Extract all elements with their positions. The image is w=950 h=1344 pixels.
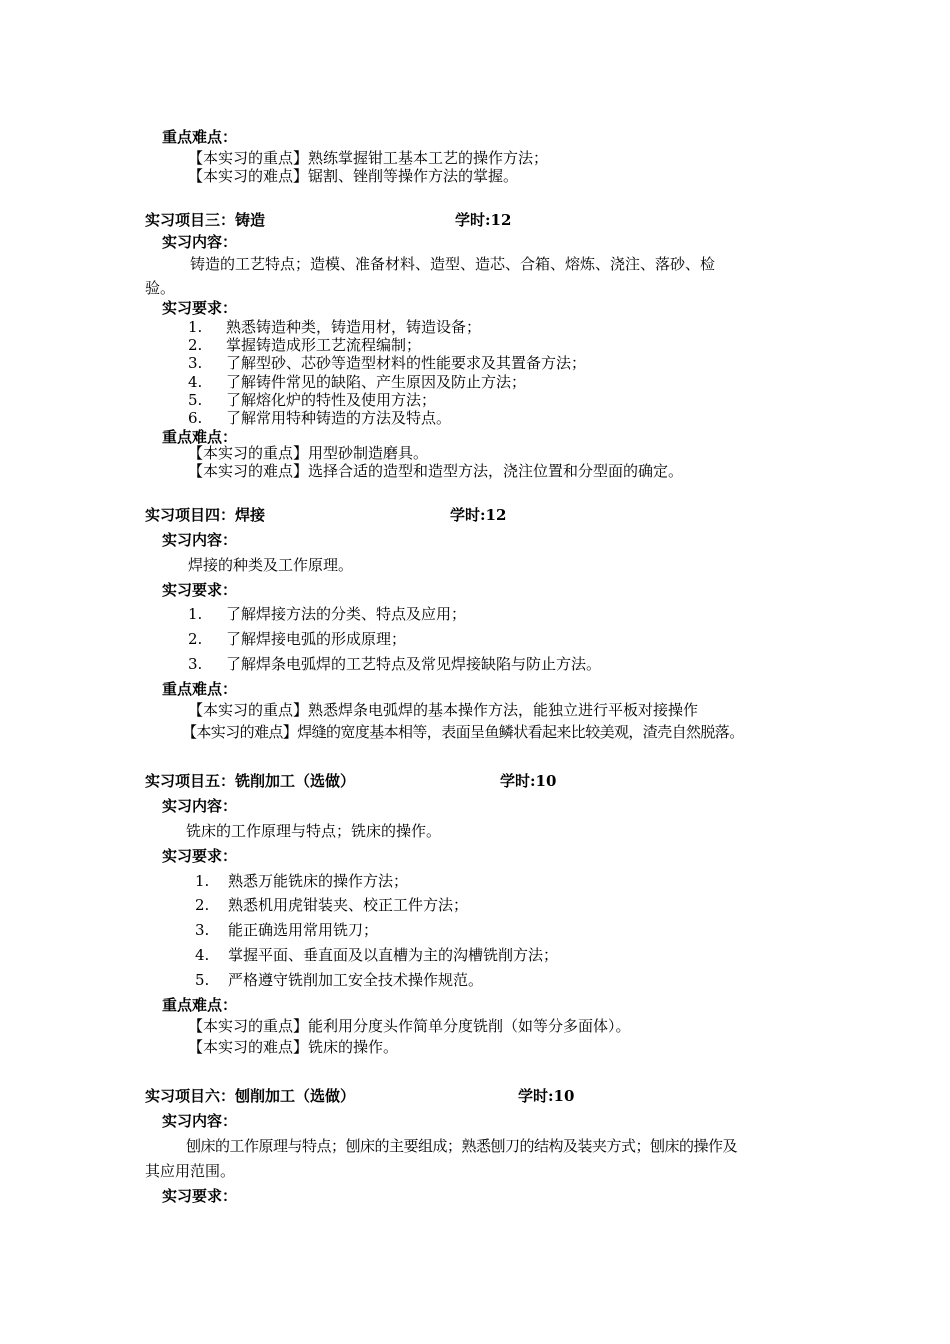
list-item: 4. 掌握平面、垂直面及以直槽为主的沟槽铣削方法；: [195, 946, 559, 964]
difficulty-heading: 重点难点：: [162, 428, 238, 446]
section-title: 实习项目四：焊接: [145, 506, 266, 524]
section-hours: 学时:12: [450, 506, 507, 524]
section-title: 实习项目三：铸造: [145, 211, 266, 229]
content-heading: 实习内容：: [162, 233, 238, 251]
section-title: 实习项目六：刨削加工（选做）: [145, 1087, 356, 1105]
key-point: 【本实习的重点】熟练掌握钳工基本工艺的操作方法；: [188, 149, 549, 167]
content-text: 焊接的种类及工作原理。: [188, 556, 354, 574]
difficulty-heading: 重点难点：: [162, 128, 238, 146]
requirements-heading: 实习要求：: [162, 299, 238, 317]
difficulty-point: 【本实习的难点】锯割、锉削等操作方法的掌握。: [188, 167, 519, 185]
key-point: 【本实习的重点】能利用分度头作简单分度铣削（如等分多面体）。: [188, 1017, 631, 1035]
section-title: 实习项目五：铣削加工（选做）: [145, 772, 356, 790]
requirements-heading: 实习要求：: [162, 1187, 238, 1205]
list-item: 1. 熟悉万能铣床的操作方法；: [195, 872, 409, 890]
section-hours: 学时:10: [518, 1087, 575, 1105]
section-hours: 学时:10: [500, 772, 557, 790]
list-item: 5. 了解熔化炉的特性及使用方法；: [188, 391, 437, 409]
list-item: 2. 熟悉机用虎钳装夹、校正工件方法；: [195, 896, 469, 914]
content-text-cont: 其应用范围。: [145, 1162, 236, 1180]
difficulty-heading: 重点难点：: [162, 996, 238, 1014]
list-item: 3. 能正确选用常用铣刀；: [195, 921, 379, 939]
section-hours: 学时:12: [455, 211, 512, 229]
key-point: 【本实习的重点】用型砂制造磨具。: [188, 444, 429, 462]
list-item: 3. 了解焊条电弧焊的工艺特点及常见焊接缺陷与防止方法。: [188, 655, 602, 673]
content-heading: 实习内容：: [162, 1112, 238, 1130]
difficulty-point: 【本实习的难点】焊缝的宽度基本相等，表面呈鱼鳞状看起来比较美观，渣壳自然脱落。: [182, 723, 744, 741]
list-item: 6. 了解常用特种铸造的方法及特点。: [188, 409, 452, 427]
list-item: 1. 熟悉铸造种类，铸造用材，铸造设备；: [188, 318, 482, 336]
list-item: 2. 掌握铸造成形工艺流程编制；: [188, 336, 422, 354]
requirements-heading: 实习要求：: [162, 581, 238, 599]
difficulty-point: 【本实习的难点】选择合适的造型和造型方法，浇注位置和分型面的确定。: [188, 462, 684, 480]
list-item: 4. 了解铸件常见的缺陷、产生原因及防止方法；: [188, 373, 527, 391]
content-text-cont: 验。: [145, 279, 176, 297]
content-heading: 实习内容：: [162, 797, 238, 815]
difficulty-heading: 重点难点：: [162, 680, 238, 698]
list-item: 5. 严格遵守铣削加工安全技术操作规范。: [195, 971, 484, 989]
list-item: 1. 了解焊接方法的分类、特点及应用；: [188, 605, 467, 623]
list-item: 3. 了解型砂、芯砂等造型材料的性能要求及其置备方法；: [188, 354, 587, 372]
requirements-heading: 实习要求：: [162, 847, 238, 865]
content-text: 铸造的工艺特点；造模、准备材料、造型、造芯、合箱、熔炼、浇注、落砂、检: [190, 255, 716, 273]
content-text: 刨床的工作原理与特点；刨床的主要组成；熟悉刨刀的结构及装夹方式；刨床的操作及: [186, 1137, 738, 1155]
list-item: 2. 了解焊接电弧的形成原理；: [188, 630, 407, 648]
content-text: 铣床的工作原理与特点；铣床的操作。: [186, 822, 442, 840]
difficulty-point: 【本实习的难点】铣床的操作。: [188, 1038, 399, 1056]
content-heading: 实习内容：: [162, 531, 238, 549]
key-point: 【本实习的重点】熟悉焊条电弧焊的基本操作方法，能独立进行平板对接操作: [188, 701, 699, 719]
